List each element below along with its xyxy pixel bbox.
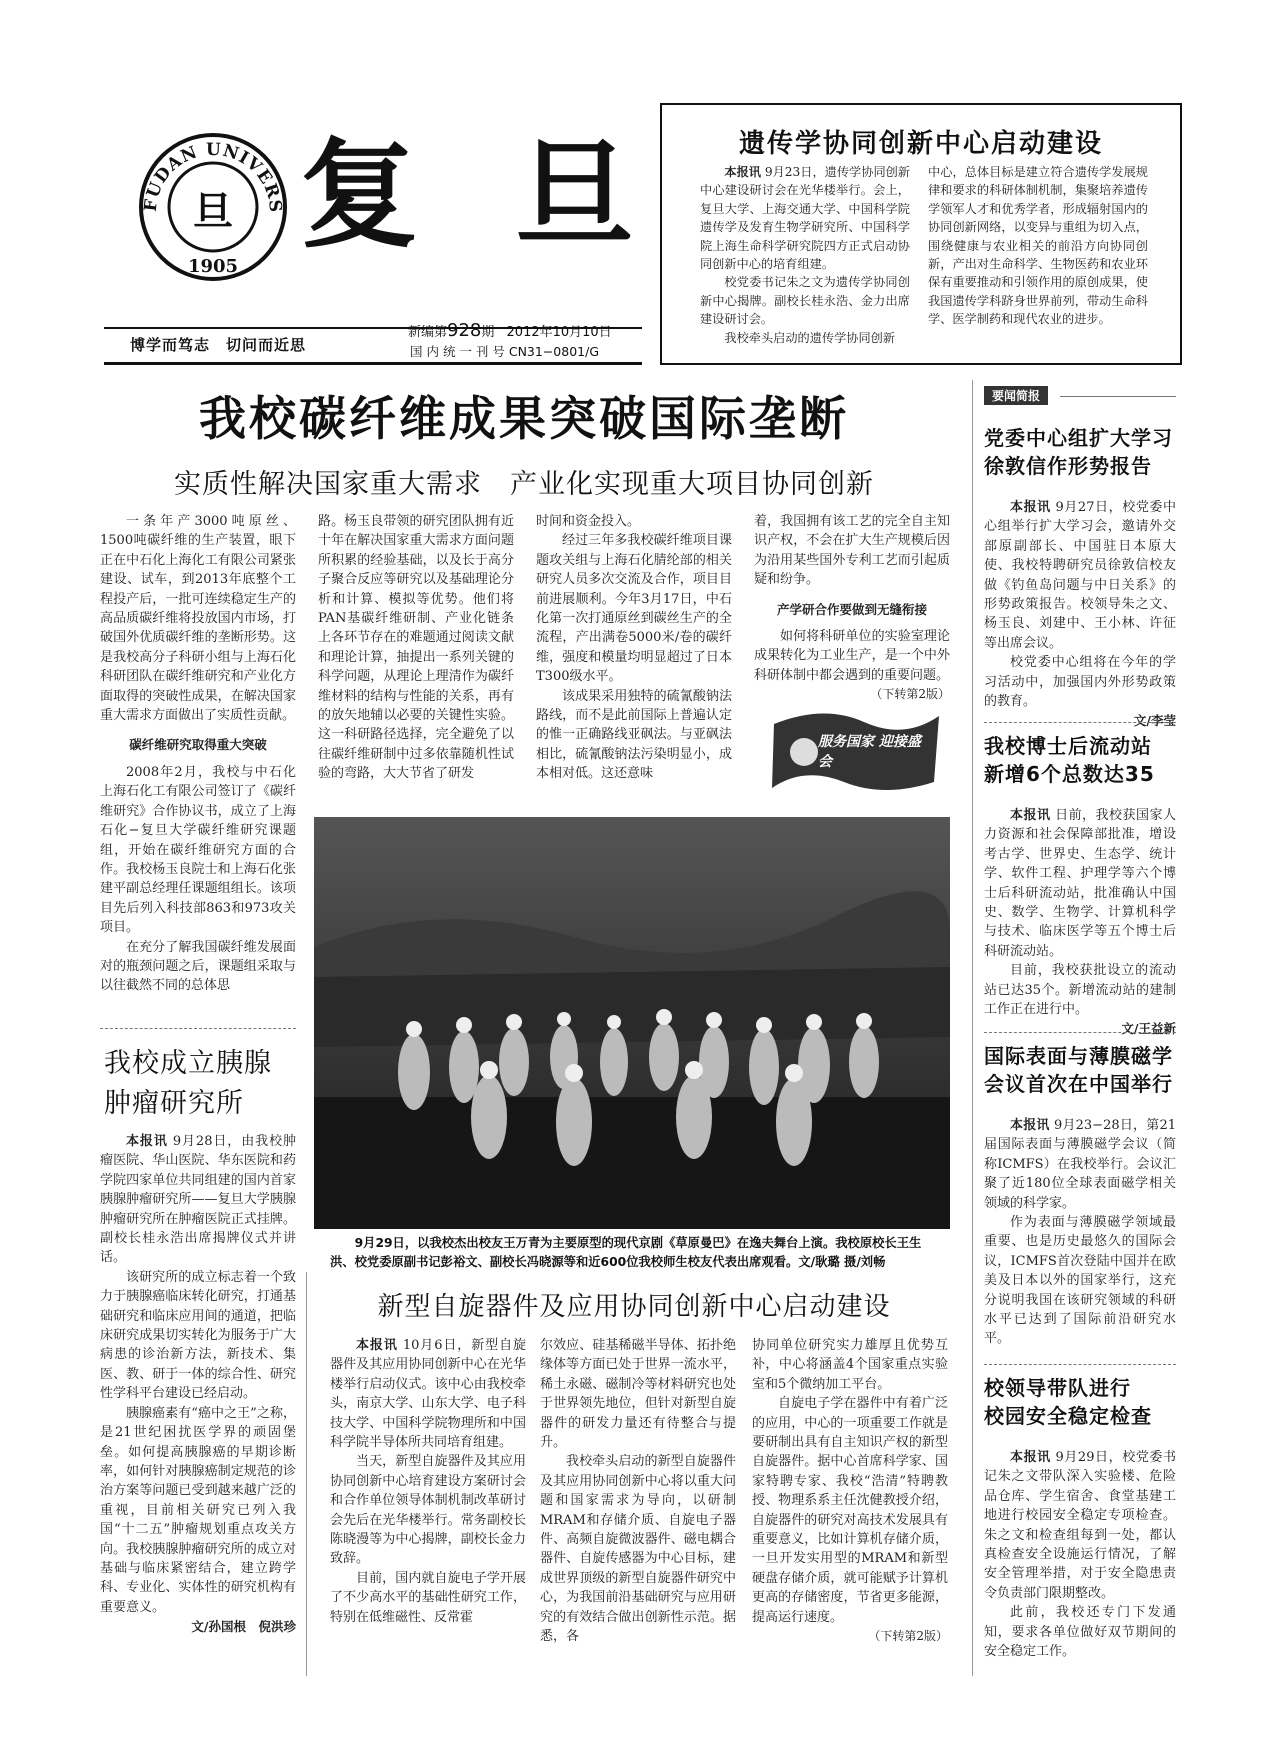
- paragraph: 在充分了解我国碳纤维发展面对的瓶颈问题之后，课题组采取与以往截然不同的总体思: [100, 939, 296, 994]
- sidebar-item-3: [984, 1042, 1176, 1349]
- byline: 文/孙国根 倪洪珍: [191, 1619, 296, 1635]
- cn-code: 国 内 统 一 刊 号 CN31−0801/G: [410, 344, 600, 359]
- lead-subheadline: 实质性解决国家重大需求 产业化实现重大项目协同创新: [174, 469, 874, 500]
- sidebar-body: [984, 1448, 1176, 1661]
- paragraph: 当天，新型自旋器件及其应用协同创新中心培育建设方案研讨会和合作单位领导体制机制改革研讨会先后在光华楼举行。常务副校长陈晓漫等为中心揭牌，副校长金力致辞。: [330, 1454, 526, 1567]
- svg-text:FUDAN UNIVERSITY: FUDAN UNIVERS: [140, 139, 286, 214]
- spin-col2: [540, 1336, 736, 1647]
- headline-line: 徐敦信作形势报告: [984, 454, 1152, 478]
- sidebar-item-2: [984, 732, 1176, 1039]
- lead-tag: 本报讯: [724, 165, 761, 179]
- headline-line: 党委中心组扩大学习: [984, 426, 1173, 450]
- byline: 文/李莹: [1133, 713, 1176, 729]
- paragraph: 9月23−28日，第21届国际表面与薄膜磁学会议（简称ICMFS）在我校举行。会议汇聚了近180位全球表面磁学相关领域的科学家。: [984, 1118, 1176, 1211]
- sidebar-item-4: [984, 1374, 1176, 1661]
- top-story-col2: 中心，总体目标是建立符合遗传学发展规律和要求的科研体制机制，集聚培养遗传学领军人才和优秀学者，形成辐射国内的协同创新网络，以变异与重组为切入点，围绕健康与农业相关的前沿方向协同创新，产出对生命科学、生物医药和农业环保有重要推动和引领作用的原创成果，使我国遗传学科跻身世界前列，带动生命科学、医学制药和现代农业的进步。: [928, 165, 1148, 327]
- paragraph: 自旋电子学在器件中有着广泛的应用，中心的一项重要工作就是要研制出具有自主知识产权的新型自旋器件。据中心首席科学家、国家特聘专家、我校“浩清”特聘教授、物理系系主任沈健教授介绍，自旋器件的研究对高技术发展具有重要意义，比如计算机存储介质，一旦开发实用型的MRAM和新型硬盘存储介质，就可能赋予计算机更高的存储密度，节省更多能源，提高运行速度。: [752, 1396, 948, 1625]
- sidebar-item-1: [984, 424, 1176, 731]
- paragraph: 9月23日，遗传学协同创新中心建设研讨会在光华楼举行。会上，复旦大学、上海交通大学、中国科学院遗传学及发育生物学研究所、中国科学院上海生命科学研究院四方正式启动协同创新中心的培育组建。: [700, 165, 911, 272]
- issue-date: 2012年10月10日: [506, 325, 612, 340]
- issue-prefix: 新编第: [408, 325, 448, 340]
- continued-note: （下转第2版）: [870, 687, 950, 702]
- top-story-col1: [700, 163, 910, 347]
- pancreas-body: [100, 1132, 296, 1637]
- issue-number: 928: [447, 320, 482, 341]
- paragraph: 日前，我校获国家人力资源和社会保障部批准，增设考古学、世界史、生态学、统计学、软件工程、护理学等六个博士后科研流动站，批准确认中国史、数学、生物学、计算机科学与技术、临床医学等五个博士后科研流动站。: [984, 808, 1176, 959]
- lead-tag: 本报讯: [1010, 808, 1051, 823]
- paragraph: 作为表面与薄膜磁学领域最重要、也是历史最悠久的国际会议，ICMFS首次登陆中国并在欧美及日本以外的国家举行，这充分说明我国在该研究领域的科研水平已达到了国际前沿研究水平。: [984, 1215, 1176, 1347]
- paragraph: 目前，我校获批设立的流动站已达35个。新增流动站的建制工作正在进行中。: [984, 963, 1176, 1018]
- paragraph: 如何将科研单位的实验室理论成果转化为工业生产，是一个中外科研体制中都会遇到的重要问题。: [754, 629, 950, 683]
- paragraph: 胰腺癌素有“癌中之王”之称，是21世纪困扰医学界的顽固堡垒。如何提高胰腺癌的早期诊断率，如何针对胰腺癌制定规范的诊治方案等问题已受到越来越广泛的重视，目前相关研究已列入我国“十二五”肿瘤规划重点攻关方向。我校胰腺肿瘤研究所的成立对基础与临床紧密结合，建立跨学科、专业化、实体性的研究机构有重要意义。: [100, 1405, 296, 1615]
- seal-icon: [138, 132, 288, 282]
- subheading: 碳纤维研究取得重大突破: [129, 737, 267, 753]
- headline-line: 新增6个总数达35: [984, 762, 1155, 786]
- paragraph: 9月28日，由我校肿瘤医院、华山医院、华东医院和药学院四家单位共同组建的国内首家胰腺肿瘤研究所——复旦大学胰腺肿瘤研究所在肿瘤医院正式挂牌。副校长桂永浩出席揭牌仪式并讲话。: [100, 1134, 296, 1266]
- issue-suffix: 期: [481, 325, 495, 340]
- paragraph: 2008年2月，我校与中石化上海石化工有限公司签订了《碳纤维研究》合作协议书，成立了上海石化−复旦大学碳纤维研究课题组，开始在碳纤维研究方面的合作。我校杨玉良院士和上海石化张建平副总经理任课题组组长。该项目先后列入科技部863和973攻关项目。: [100, 764, 296, 936]
- paragraph: 9月27日，校党委中心组举行扩大学习会，邀请外交部原副部长、中国驻日本原大使、我校特聘研究员徐敦信校友做《钓鱼岛问题与中日关系》的形势政策报告。校领导朱之文、杨玉良、刘建中、王小林、许征等出席会议。: [984, 500, 1176, 651]
- subheading: 产学研合作要做到无缝衔接: [776, 601, 927, 617]
- headline-line: 校领导带队进行: [984, 1376, 1131, 1400]
- lead-col2: [318, 512, 514, 784]
- sidebar-body: [984, 806, 1176, 1039]
- svg-text:旦: 旦: [193, 188, 233, 235]
- party-flag-graphic: [764, 702, 944, 802]
- flag-text: 服务国家 迎接盛会: [818, 734, 921, 770]
- paragraph: 校党委书记朱之文为遗传学协同创新中心揭牌。副校长桂永浩、金力出席建设研讨会。: [700, 275, 910, 327]
- byline: 文/王益新: [1121, 1021, 1176, 1037]
- issue-info: [408, 320, 612, 341]
- continued-note: （下转第2版）: [868, 1629, 948, 1644]
- paragraph: 目前，国内就自旋电子学开展了不少高水平的基础性研究工作，特别在低维磁性、反常霍: [330, 1570, 526, 1625]
- lead-tag: 本报讯: [126, 1134, 168, 1149]
- svg-text:1905: 1905: [187, 256, 239, 277]
- sidebar-body: [984, 1116, 1176, 1349]
- photo-caption: 9月29日，以我校杰出校友王万青为主要原型的现代京剧《草原曼巴》在逸夫舞台上演。我校原校长王生洪、校党委原副书记彭裕文、副校长冯晓源等和近600位我校师生校友代表出席观看。文/耿璐 摄/刘畅: [330, 1236, 922, 1269]
- lead-col4: [754, 512, 950, 705]
- headline-line: 我校博士后流动站: [984, 734, 1152, 758]
- paragraph: 该研究所的成立标志着一个致力于胰腺癌临床转化研究，打通基础研究和临床应用间的通道，把临床研究成果切实转化为服务于广大病患的诊治新方法，新技术、集医、教、研于一体的综合性、研究性学科平台建设已经启动。: [100, 1269, 296, 1402]
- top-story-box: [660, 103, 1182, 365]
- lead-col1: [100, 512, 296, 996]
- pancreas-headline: 我校成立胰腺肿瘤研究所: [104, 1048, 272, 1119]
- paragraph: 此前，我校还专门下发通知，要求各单位做好双节期间的安全稳定工作。: [984, 1605, 1176, 1660]
- paragraph: 我校牵头启动的遗传学协同创新: [724, 330, 896, 345]
- spin-col3: [752, 1336, 948, 1647]
- spin-col1: [330, 1336, 526, 1627]
- paragraph: 校党委中心组将在今年的学习活动中，加强国内外形势政策的教育。: [984, 655, 1176, 710]
- paragraph: 一条年产3000吨原丝、1500吨碳纤维的生产装置，眼下正在中石化上海化工有限公司紧张建设、试车，到2013年底整个工程投产后，一批可连续稳定生产的高品质碳纤维将投放国内市场，打破国外优质碳纤维的垄断形势。这是我校高分子科研小组与上海石化科研团队在碳纤维研究和产业化方面取得的突破性成果，在解决国家重大需求方面做出了实质性贡献。: [100, 514, 296, 724]
- headline-line: 校园安全稳定检查: [984, 1404, 1152, 1428]
- sidebar-headline: [984, 1042, 1176, 1098]
- paragraph: 10月6日，新型自旋器件及其应用协同创新中心在光华楼举行启动仪式。该中心由我校牵头，南京大学、山东大学、电子科技大学、中国科学院物理所和中国科学院半导体所共同培育组建。: [330, 1338, 526, 1451]
- sidebar-headline: [984, 732, 1176, 788]
- paragraph: 时间和资金投入。: [536, 514, 641, 529]
- paragraph: 9月29日，校党委书记朱之文带队深入实验楼、危险品仓库、学生宿舍、食堂基建工地进行校园安全稳定专项检查。朱之文和检查组每到一处，都认真检查安全设施运行情况，了解安全管理举措，对于安全隐患责令负责部门限期整改。: [984, 1450, 1176, 1601]
- paragraph: 协同单位研究实力雄厚且优势互补，中心将涵盖4个国家重点实验室和5个微纳加工平台。: [752, 1338, 948, 1392]
- motto: 博学而笃志 切问而近思: [130, 336, 307, 354]
- headline-line: 国际表面与薄膜磁学: [984, 1044, 1173, 1068]
- headline-line: 会议首次在中国举行: [984, 1072, 1173, 1096]
- lead-headline: 我校碳纤维成果突破国际垄断: [199, 392, 849, 447]
- sidebar-headline: [984, 424, 1176, 480]
- masthead-title: 复 旦: [300, 125, 662, 264]
- top-story-title: 遗传学协同创新中心启动建设: [738, 129, 1103, 159]
- sidebar-label: 要闻简报: [984, 386, 1048, 405]
- lead-col3: [536, 512, 732, 784]
- paragraph: 路。杨玉良带领的研究团队拥有近十年在解决国家重大需求方面问题所积累的经验基础，以及长于高分子聚合反应等研究以及基础理论分析和计算、模拟等优势。他们将PAN基碳纤维研制、产业化链条上各环节存在的难题通过阅读文献和理论计算，抽提出一系列关键的科学问题，从理论上理清作为碳纤维材料的结构与性能的关系，再有的放矢地辅以必要的关键性实验。这一科研路径选择，完全避免了以往碳纤维研制中过多依靠随机性试验的弯路，大大节省了研发: [318, 514, 514, 782]
- lead-tag: 本报讯: [1010, 1118, 1050, 1133]
- paragraph: 我校牵头启动的新型自旋器件及其应用协同创新中心将以重大问题和国家需求为导向，以研制MRAM和存储介质、自旋电子器件、高频自旋微波器件、磁电耦合器件、自旋传感器为中心目标，建成世界顶级的新型自旋器件研究中心，为我国前沿基础研究与应用研究的有效结合做出创新性示范。据悉，各: [540, 1454, 736, 1645]
- sidebar-body: [984, 498, 1176, 731]
- university-seal: [138, 132, 288, 282]
- lead-tag: 本报讯: [1010, 1450, 1051, 1465]
- paragraph: 着，我国拥有该工艺的完全自主知识产权，不会在扩大生产规模后因为沿用某些国外专利工艺而引起质疑和纷争。: [754, 514, 950, 588]
- paragraph: 经过三年多我校碳纤维项目课题攻关组与上海石化腈纶部的相关研究人员多次交流及合作，项目目前进展顺利。今年3月17日，中石化第一次打通原丝到碳丝生产的全流程，产出满卷5000米/卷的碳纤维，强度和模量均明显超过了日本T300级水平。: [536, 533, 732, 685]
- paragraph: 该成果采用独特的硫氰酸钠法路线，而不是此前国际上普遍认定的惟一正确路线亚砜法。与亚砜法相比，硫氰酸钠法污染明显小，成本相对低。这还意味: [536, 688, 732, 782]
- lead-tag: 本报讯: [356, 1338, 398, 1353]
- spin-headline: 新型自旋器件及应用协同创新中心启动建设: [377, 1292, 891, 1322]
- paragraph: 尔效应、硅基稀磁半导体、拓扑绝缘体等方面已处于世界一流水平，稀土永磁、磁制冷等材料研究也处于世界领先地位，但针对新型自旋器件的研发力量还有待整合与提升。: [540, 1338, 736, 1451]
- opera-photo: [314, 817, 950, 1229]
- sidebar-headline: [984, 1374, 1176, 1430]
- lead-tag: 本报讯: [1010, 500, 1051, 515]
